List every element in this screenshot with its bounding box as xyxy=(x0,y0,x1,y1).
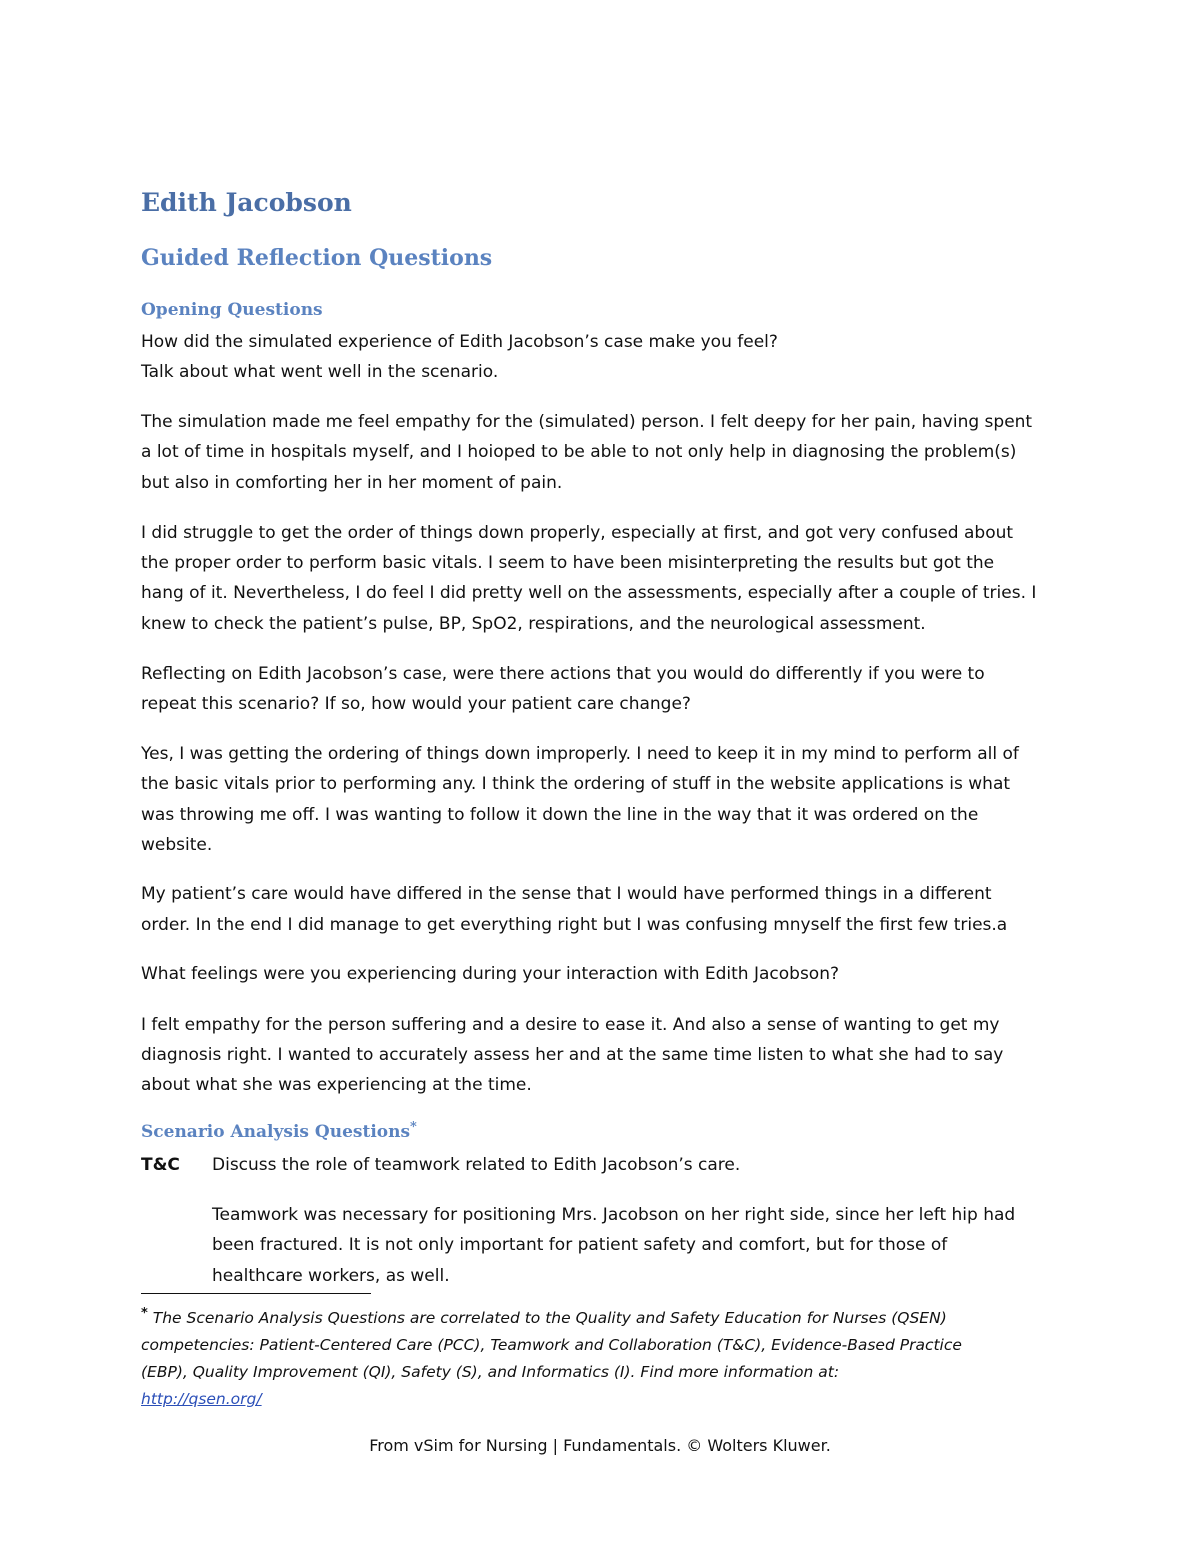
answer-line: but also in comforting her in her moment of pain. xyxy=(141,473,563,493)
question-line: What feelings were you experiencing during your interaction with Edith Jacobson? xyxy=(141,964,839,984)
answer-line: I did struggle to get the order of things down properly, especially at first, and got very confused about xyxy=(141,523,1014,543)
answer-line: knew to check the patient’s pulse, BP, SpO2, respirations, and the neurological assessment. xyxy=(141,614,926,634)
qsen-link[interactable]: http://qsen.org/ xyxy=(141,1390,262,1408)
answer-line: a lot of time in hospitals myself, and I hoioped to be able to not only help in diagnosing the problem(s) xyxy=(141,442,1017,462)
scenario-question: Discuss the role of teamwork related to Edith Jacobson’s care. xyxy=(212,1155,741,1175)
question-line: repeat this scenario? If so, how would your patient care change? xyxy=(141,694,691,714)
document-subtitle: Guided Reflection Questions xyxy=(141,245,493,271)
answer-line: I felt empathy for the person suffering and a desire to ease it. And also a sense of wanting to get my xyxy=(141,1015,1000,1035)
answer-line: the basic vitals prior to performing any. I think the ordering of stuff in the website applications is what xyxy=(141,774,1011,794)
answer-line: been fractured. It is not only important for patient safety and comfort, but for those of xyxy=(212,1235,948,1255)
answer-line: Teamwork was necessary for positioning Mrs. Jacobson on her right side, since her left hip had xyxy=(212,1205,1016,1225)
footnote-mark: * xyxy=(141,1305,148,1321)
answer-line: Yes, I was getting the ordering of things down improperly. I need to keep it in my mind to perform all of xyxy=(141,744,1019,764)
scenario-analysis-heading-text: Scenario Analysis Questions xyxy=(141,1122,411,1142)
page-footer: From vSim for Nursing | Fundamentals. © Wolters Kluwer. xyxy=(369,1436,831,1455)
footnote-line xyxy=(141,1390,262,1408)
answer-line: My patient’s care would have differed in the sense that I would have performed things in a different xyxy=(141,884,992,904)
question-line: How did the simulated experience of Edith Jacobson’s case make you feel? xyxy=(141,332,778,352)
footnote-line: competencies: Patient-Centered Care (PCC), Teamwork and Collaboration (T&C), Evidence-Based Practice xyxy=(141,1336,962,1354)
answer-line: diagnosis right. I wanted to accurately assess her and at the same time listen to what she had to say xyxy=(141,1045,1004,1065)
footnote-line xyxy=(141,1305,947,1327)
footnote-text: The Scenario Analysis Questions are correlated to the Quality and Safety Education for Nurses (QSEN) xyxy=(147,1309,947,1327)
footnote-separator xyxy=(141,1293,371,1294)
opening-questions-heading: Opening Questions xyxy=(141,300,323,320)
footnote-reference-mark: * xyxy=(410,1119,417,1135)
answer-line: hang of it. Nevertheless, I do feel I did pretty well on the assessments, especially after a couple of tries. I xyxy=(141,583,1037,603)
answer-line: healthcare workers, as well. xyxy=(212,1266,450,1286)
document-title: Edith Jacobson xyxy=(141,188,352,217)
answer-line: about what she was experiencing at the time. xyxy=(141,1075,532,1095)
competency-tag: T&C xyxy=(141,1155,180,1175)
answer-line: was throwing me off. I was wanting to follow it down the line in the way that it was ordered on the xyxy=(141,805,979,825)
question-line: Talk about what went well in the scenario. xyxy=(141,362,499,382)
answer-line: The simulation made me feel empathy for the (simulated) person. I felt deepy for her pain, having spent xyxy=(141,412,1033,432)
answer-line: order. In the end I did manage to get everything right but I was confusing mnyself the first few tries.a xyxy=(141,915,1008,935)
question-line: Reflecting on Edith Jacobson’s case, were there actions that you would do differently if you were to xyxy=(141,664,985,684)
scenario-analysis-heading xyxy=(141,1119,417,1142)
footnote-line: (EBP), Quality Improvement (QI), Safety (S), and Informatics (I). Find more information at: xyxy=(141,1363,840,1381)
answer-line: the proper order to perform basic vitals. I seem to have been misinterpreting the results but got the xyxy=(141,553,995,573)
answer-line: website. xyxy=(141,835,213,855)
